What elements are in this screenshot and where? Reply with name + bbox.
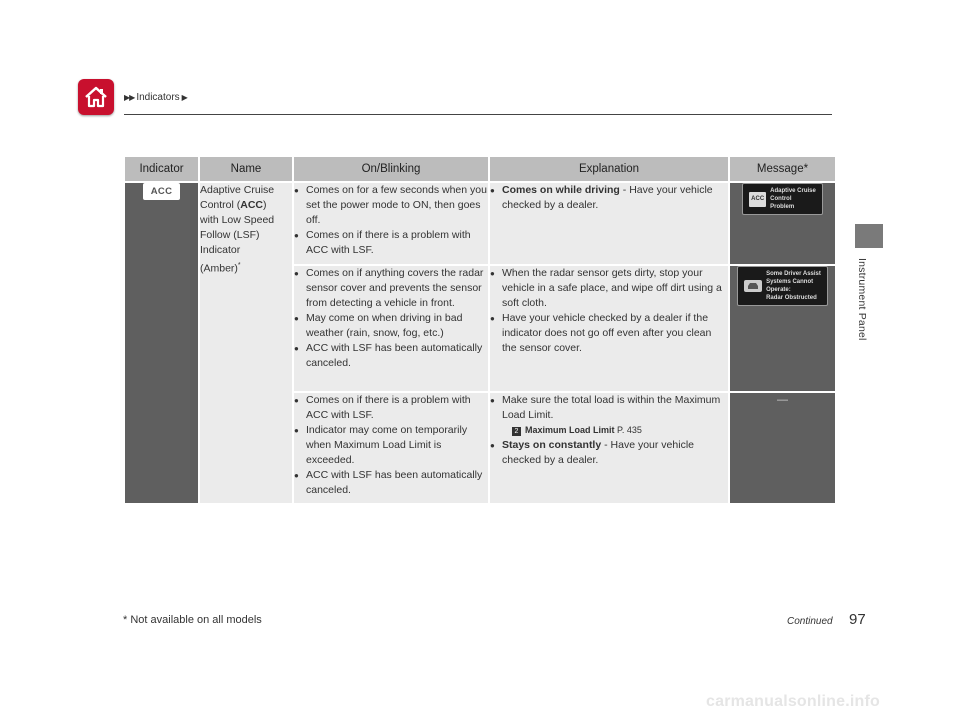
- body-text: Make sure the total load is within the Maximum Load Limit.: [502, 394, 721, 421]
- body-text: - Have your vehicle checked by a dealer.: [502, 184, 713, 211]
- col-header-on-blinking: On/Blinking: [293, 157, 489, 182]
- message-cell: [729, 265, 836, 392]
- reference-arrow-icon: 2: [512, 427, 521, 436]
- emphasis-text: Comes on while driving: [502, 184, 620, 196]
- home-icon: [83, 84, 109, 110]
- list-item: ● Comes on for a few seconds when you set the power mode to ON, then goes off.: [294, 183, 488, 228]
- name-acc: ACC: [240, 199, 264, 211]
- list-item: ● May come on when driving in bad weather (rain, snow, fog, etc.): [294, 311, 488, 341]
- message-line: Operate:: [766, 287, 791, 293]
- name-line: [200, 198, 292, 213]
- watermark: carmanualsonline.info: [706, 693, 881, 710]
- breadcrumb-label[interactable]: Indicators: [136, 92, 180, 103]
- acc-icon: ACC: [749, 192, 766, 207]
- reference-title[interactable]: Maximum Load Limit: [525, 425, 615, 435]
- list-item: ● Indicator may come on temporarily when Maximum Load Limit is exceeded.: [294, 423, 488, 468]
- list-item: ● Comes on if anything covers the radar sensor cover and prevents the sensor from detecting a vehicle in front.: [294, 266, 488, 311]
- no-message-dash: —: [777, 394, 788, 406]
- on-blinking-cell: [293, 392, 489, 504]
- page-number: 97: [849, 611, 866, 628]
- list-item: ● Comes on if there is a problem with ACC with LSF.: [294, 228, 488, 258]
- on-blinking-cell: [293, 265, 489, 392]
- continued-label: Continued: [787, 616, 833, 627]
- list-item: [490, 183, 728, 213]
- message-line: Radar Obstructed: [766, 295, 817, 301]
- section-tab[interactable]: [855, 224, 883, 248]
- indicator-name: [199, 182, 293, 504]
- breadcrumb[interactable]: [124, 92, 187, 103]
- indicator-cell: [124, 182, 199, 504]
- list-item: ● ACC with LSF has been automatically canceled.: [294, 468, 488, 498]
- home-button[interactable]: [78, 79, 114, 115]
- message-line: Problem: [770, 204, 795, 210]
- col-header-message: Message*: [729, 157, 836, 182]
- message-cell: [729, 182, 836, 265]
- header-rule: [124, 114, 832, 115]
- list-item: ● Have your vehicle checked by a dealer if the indicator does not go off even after you clean the sensor cover.: [490, 311, 728, 356]
- car-warning-icon: [744, 280, 762, 292]
- name-line: [200, 258, 292, 277]
- explanation-cell: [489, 265, 729, 392]
- message-display: [737, 266, 828, 306]
- list-item: ● Comes on if there is a problem with ACC with LSF.: [294, 393, 488, 423]
- section-label: Instrument Panel: [856, 258, 868, 341]
- message-line: Adaptive Cruise: [770, 188, 816, 194]
- emphasis-text: Stays on constantly: [502, 439, 602, 451]
- message-line: Systems Cannot: [766, 279, 814, 285]
- page-reference[interactable]: [502, 423, 728, 438]
- col-header-indicator: Indicator: [124, 157, 199, 182]
- indicator-table: [123, 157, 837, 505]
- list-item: ● ACC with LSF has been automatically canceled.: [294, 341, 488, 371]
- footnote: * Not available on all models: [123, 614, 262, 626]
- name-line: with Low Speed: [200, 214, 275, 226]
- col-header-name: Name: [199, 157, 293, 182]
- on-blinking-cell: [293, 182, 489, 265]
- name-line: Adaptive Cruise: [200, 184, 275, 196]
- breadcrumb-arrows-icon: ▶▶: [124, 93, 135, 102]
- message-line: Some Driver Assist: [766, 271, 821, 277]
- list-item: [490, 393, 728, 438]
- reference-page[interactable]: P. 435: [617, 425, 642, 435]
- body-text: - Have your vehicle checked by a dealer.: [502, 439, 694, 466]
- message-line: Control: [770, 196, 792, 202]
- breadcrumb-arrow-icon: ▶: [181, 93, 187, 102]
- explanation-cell: [489, 182, 729, 265]
- table-header-row: [124, 157, 836, 182]
- name-text: ): [263, 199, 267, 211]
- table-row: [124, 182, 836, 265]
- list-item: [490, 438, 728, 468]
- message-display: [742, 183, 823, 215]
- footnote-marker: *: [237, 262, 241, 269]
- explanation-cell: [489, 392, 729, 504]
- name-text: (Amber): [200, 262, 238, 275]
- acc-indicator-icon: ACC: [143, 183, 180, 200]
- message-cell: [729, 392, 836, 504]
- list-item: ● When the radar sensor gets dirty, stop your vehicle in a safe place, and wipe off dirt using a soft cloth.: [490, 266, 728, 311]
- col-header-explanation: Explanation: [489, 157, 729, 182]
- name-line: Follow (LSF): [200, 229, 260, 241]
- name-text: Control (: [200, 199, 241, 211]
- name-line: Indicator: [200, 244, 241, 256]
